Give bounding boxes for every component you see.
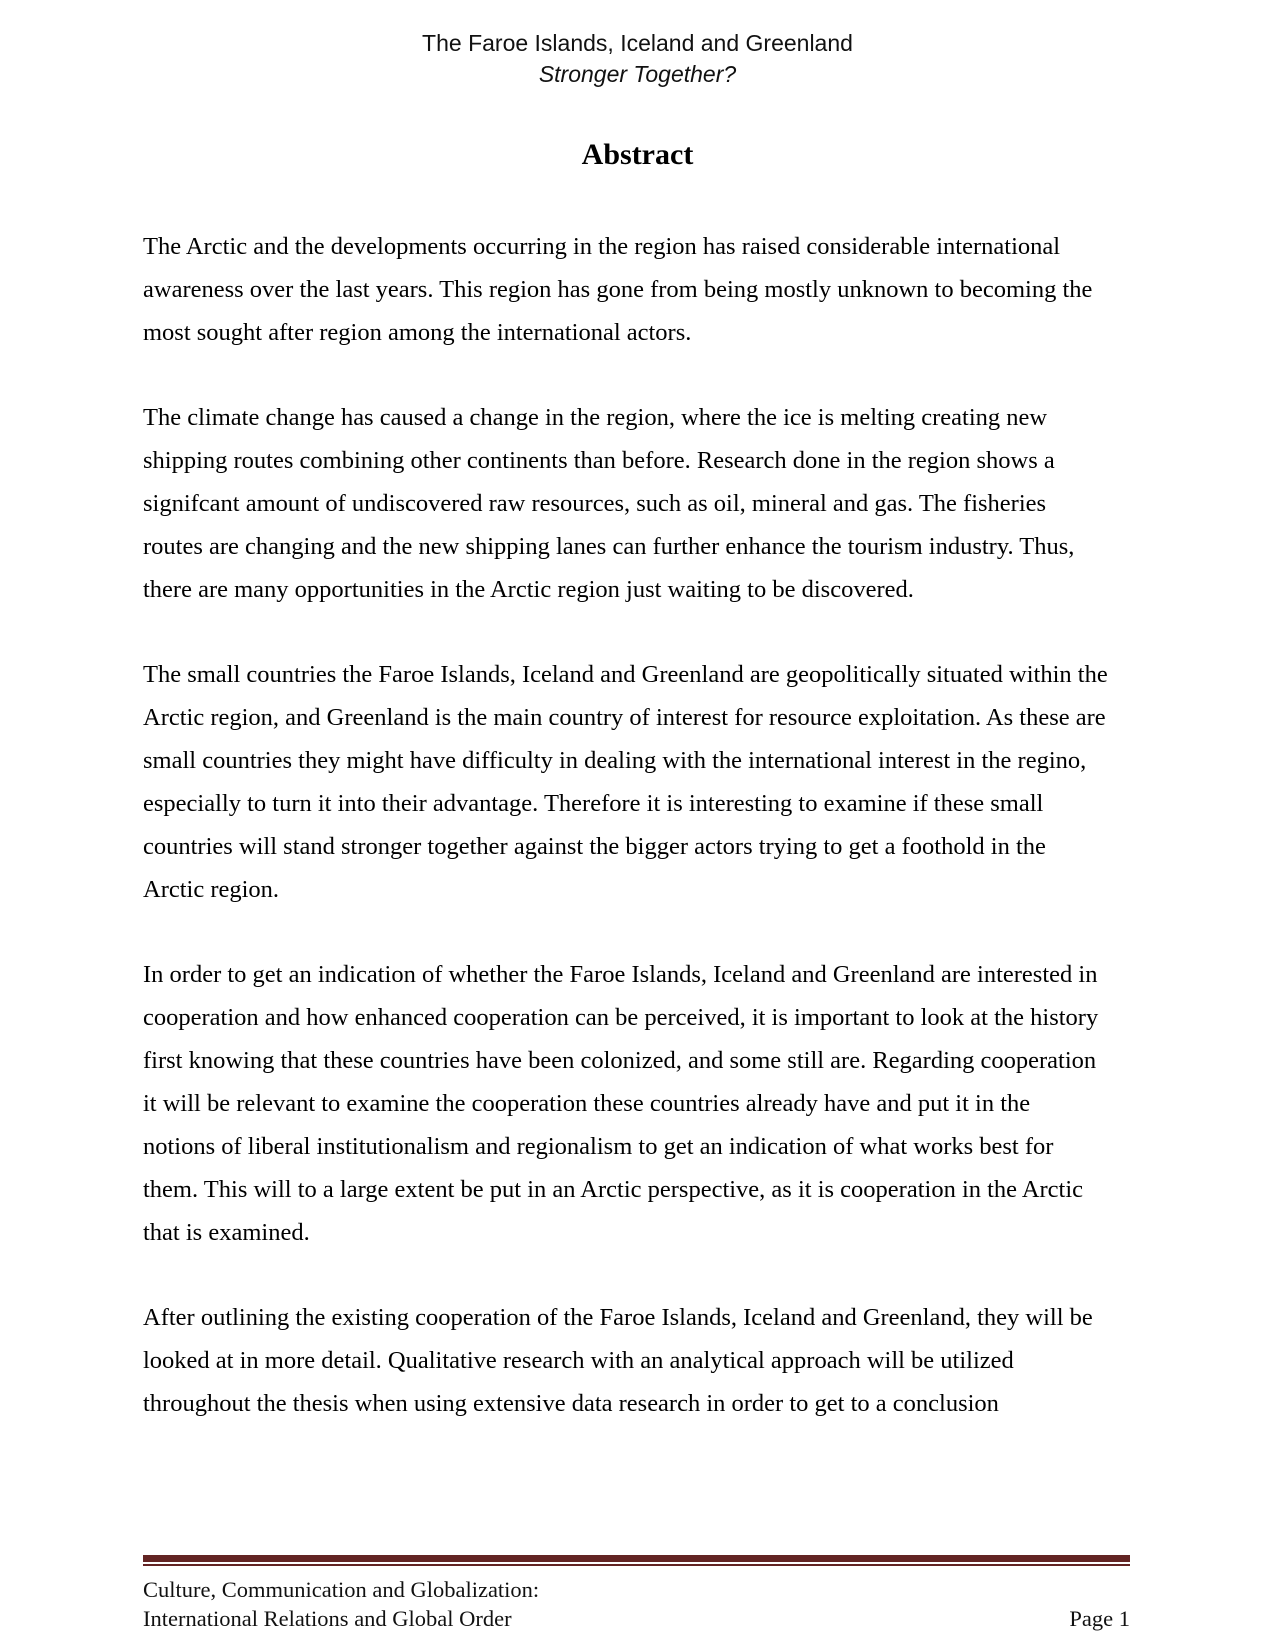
paragraph: The small countries the Faroe Islands, Iceland and Greenland are geopolitically situated within the Arctic region, and Greenland is the main country of interest for resource exploitation. As these are small countries they might have difficulty in dealing with the international interest in the regino, especially to turn it into their advantage. Therefore it is interesting to examine if these small countries will stand stronger together against the bigger actors trying to get a foothold in the Arctic region. [143,661,1108,903]
paragraph: The Arctic and the developments occurring in the region has raised considerable international awareness over the last years. This region has gone from being mostly unknown to becoming the most sought after region among the international actors. [143,233,1093,346]
document-title: The Faroe Islands, Iceland and Greenland [422,30,853,56]
footer-line-1: Culture, Communication and Globalization: [143,1577,540,1602]
running-header [0,28,1275,90]
section-heading-abstract: Abstract [581,138,694,171]
page-number: Page 1 [1069,1606,1130,1631]
paragraph: The climate change has caused a change in the region, where the ice is melting creating new shipping routes combining other continents than before. Research done in the region shows a signifcant amount of undiscovered raw resources, such as oil, mineral and gas. The fisheries routes are changing and the new shipping lanes can further enhance the tourism industry. Thus, there are many opportunities in the Arctic region just waiting to be discovered. [143,404,1075,603]
abstract-body [143,225,1108,1467]
document-subtitle: Stronger Together? [538,61,737,87]
footer-line-2: International Relations and Global Order [143,1606,512,1631]
footer-program-name [143,1575,539,1633]
paragraph: After outlining the existing cooperation of the Faroe Islands, Iceland and Greenland, they will be looked at in more detail. Qualitative research with an analytical approach will be utilized throughout the thesis when using extensive data research in order to get to a conclusion [143,1304,1093,1417]
footer-rule-thin [143,1564,1130,1566]
paragraph: In order to get an indication of whether the Faroe Islands, Iceland and Greenland are interested in cooperation and how enhanced cooperation can be perceived, it is important to look at the history first knowing that these countries have been colonized, and some still are. Regarding cooperation it will be relevant to examine the cooperation these countries already have and put it in the notions of liberal institutionalism and regionalism to get an indication of what works best for them. This will to a large extent be put in an Arctic perspective, as it is cooperation in the Arctic that is examined. [143,961,1099,1246]
footer-rule-thick [143,1555,1130,1562]
page-footer [143,1555,1130,1633]
